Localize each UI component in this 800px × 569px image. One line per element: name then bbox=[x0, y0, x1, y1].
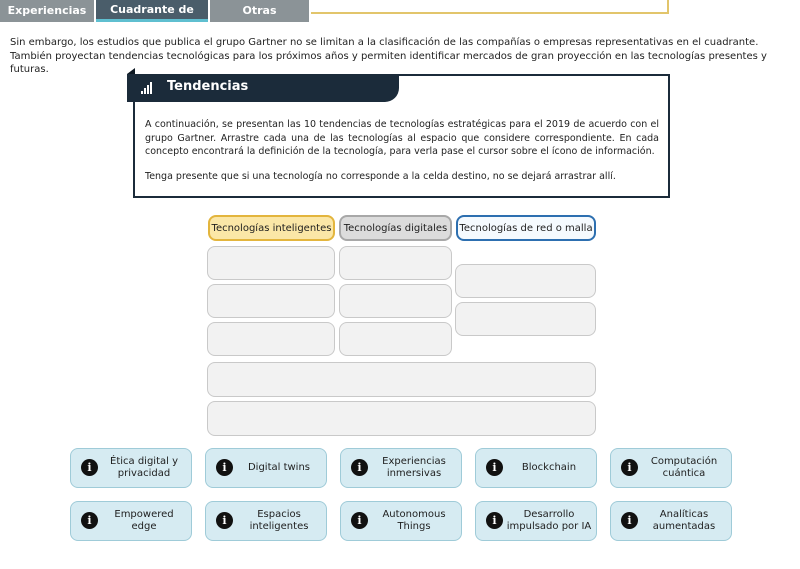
card-label: Desarrollo impulsado por IA bbox=[506, 509, 592, 532]
content-frame-edge bbox=[311, 0, 669, 14]
card-etica-digital[interactable] bbox=[70, 448, 192, 488]
drop-cell-digitales-2[interactable] bbox=[339, 284, 452, 318]
info-icon[interactable]: i bbox=[621, 459, 638, 476]
info-icon[interactable]: i bbox=[216, 459, 233, 476]
card-label: Ética digital y privacidad bbox=[110, 456, 178, 479]
card-experiencias-inmersivas[interactable] bbox=[340, 448, 462, 488]
drop-cell-red-2[interactable] bbox=[455, 302, 596, 336]
info-icon[interactable]: i bbox=[621, 512, 638, 529]
tab-experiencias[interactable]: Experiencias bbox=[0, 0, 94, 22]
info-icon[interactable]: i bbox=[486, 512, 503, 529]
drop-cell-red-1[interactable] bbox=[455, 264, 596, 298]
card-digital-twins[interactable] bbox=[205, 448, 327, 488]
card-label: Autonomous Things bbox=[382, 509, 446, 532]
category-tecnologias-digitales: Tecnologías digitales bbox=[339, 215, 452, 241]
card-espacios-inteligentes[interactable] bbox=[205, 501, 327, 541]
panel-note: Tenga presente que si una tecnología no corresponde a la celda destino, no se dejará arrastrar allí. bbox=[145, 171, 616, 182]
card-analiticas-aumentadas[interactable] bbox=[610, 501, 732, 541]
panel-instructions: A continuación, se presentan las 10 tendencias de tecnologías estratégicas para el 2019 de acuerdo con el grupo Gartner. Arrastre cada una de las tecnologías al espacio que considere correspondiente. En cada concepto encontrará la definición de la tecnología, para verla pase el cursor sobre el ícono de información. bbox=[145, 119, 659, 157]
drop-cell-inteligentes-2[interactable] bbox=[207, 284, 335, 318]
tab-otras-evaluaciones[interactable]: Otras evaluaciones bbox=[210, 0, 309, 22]
card-label: Computación cuántica bbox=[650, 456, 718, 479]
card-label: Blockchain bbox=[521, 462, 577, 473]
card-label: Experiencias inmersivas bbox=[382, 456, 446, 479]
card-computacion-cuantica[interactable] bbox=[610, 448, 732, 488]
category-tecnologias-inteligentes: Tecnologías inteligentes bbox=[208, 215, 335, 241]
info-icon[interactable]: i bbox=[486, 459, 503, 476]
tab-cuadrante-de-gartner[interactable]: Cuadrante de Gartner bbox=[96, 0, 208, 22]
card-autonomous-things[interactable] bbox=[340, 501, 462, 541]
card-label: Digital twins bbox=[247, 462, 311, 473]
drop-cell-digitales-3[interactable] bbox=[339, 322, 452, 356]
top-tab-bar bbox=[0, 0, 800, 39]
card-blockchain[interactable] bbox=[475, 448, 597, 488]
drop-cell-inteligentes-1[interactable] bbox=[207, 246, 335, 280]
info-icon[interactable]: i bbox=[81, 459, 98, 476]
card-label: Espacios inteligentes bbox=[249, 509, 309, 532]
info-icon[interactable]: i bbox=[351, 512, 368, 529]
info-icon[interactable]: i bbox=[216, 512, 233, 529]
card-empowered-edge[interactable] bbox=[70, 501, 192, 541]
card-desarrollo-ia[interactable] bbox=[475, 501, 597, 541]
card-label: Analíticas aumentadas bbox=[652, 509, 716, 532]
tendencias-panel bbox=[133, 74, 670, 198]
signal-bars-icon bbox=[141, 82, 155, 94]
drop-cell-wide-1[interactable] bbox=[207, 362, 596, 397]
panel-title: Tendencias bbox=[167, 79, 249, 94]
card-label: Empowered edge bbox=[114, 509, 174, 532]
intro-paragraph: Sin embargo, los estudios que publica el grupo Gartner no se limitan a la clasificación de las compañías o empresas representativas en el cuadrante. También proyectan tendencias tecnológicas para los próximos años y permiten identificar mercados de gran proyección en las tecnologías presentes y futuras. bbox=[10, 37, 767, 75]
drop-cell-wide-2[interactable] bbox=[207, 401, 596, 436]
category-tecnologias-de-red: Tecnologías de red o malla bbox=[456, 215, 596, 241]
drop-cell-digitales-1[interactable] bbox=[339, 246, 452, 280]
info-icon[interactable]: i bbox=[81, 512, 98, 529]
panel-header bbox=[127, 74, 399, 102]
info-icon[interactable]: i bbox=[351, 459, 368, 476]
drop-cell-inteligentes-3[interactable] bbox=[207, 322, 335, 356]
